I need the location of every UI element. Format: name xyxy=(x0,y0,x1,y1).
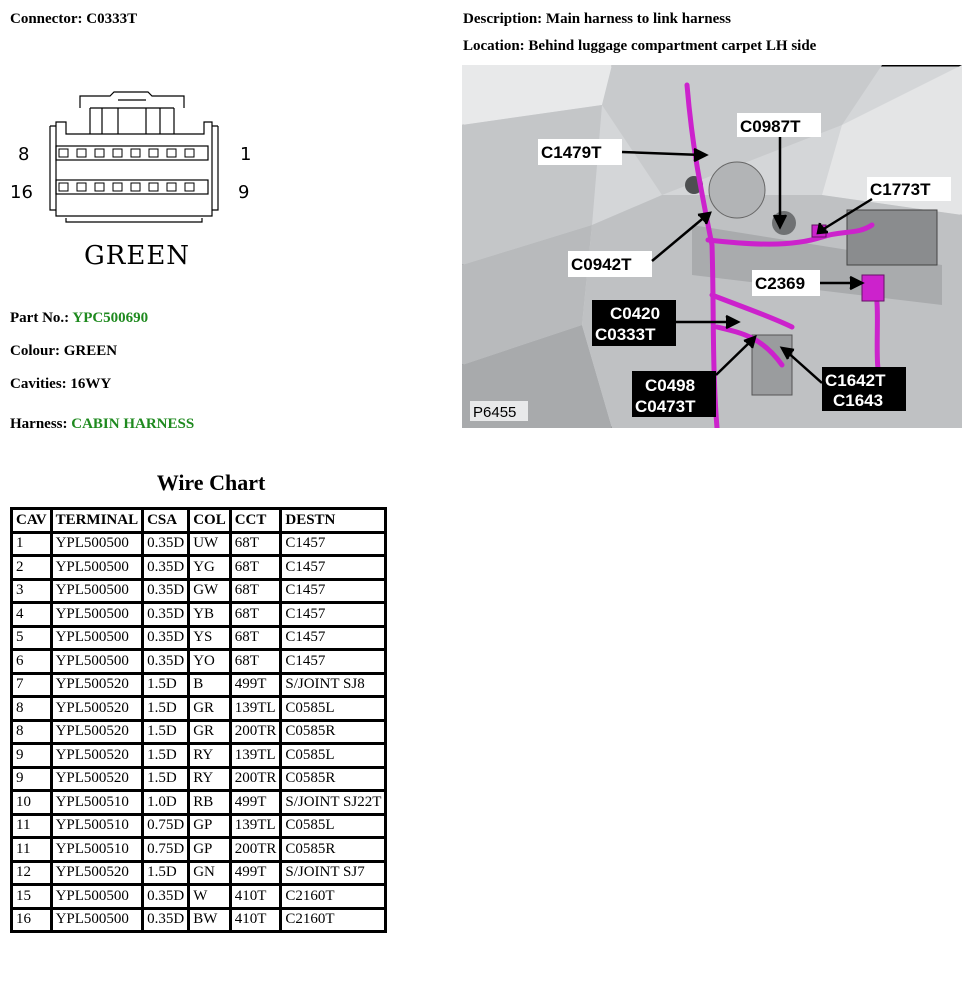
col-col: COL xyxy=(189,509,231,533)
cell-col: YG xyxy=(189,556,231,580)
description-value: Main harness to link harness xyxy=(545,11,731,27)
connector-label: Connector: xyxy=(10,11,83,27)
cavities-line xyxy=(10,376,111,393)
cell-col: RB xyxy=(189,791,231,815)
cell-col: GP xyxy=(189,814,231,838)
cell-destn[interactable]: C1457 xyxy=(281,603,386,627)
table-row xyxy=(12,767,386,791)
table-row xyxy=(12,861,386,885)
table-row xyxy=(12,556,386,580)
colour-label: Colour: xyxy=(10,343,60,359)
cell-cct: 200TR xyxy=(230,767,281,791)
cell-csa: 1.5D xyxy=(143,697,189,721)
cell-csa: 0.35D xyxy=(143,556,189,580)
table-row xyxy=(12,626,386,650)
cell-col: YB xyxy=(189,603,231,627)
wire-chart-title: Wire Chart xyxy=(156,470,266,495)
cell-csa: 1.5D xyxy=(143,720,189,744)
cell-terminal: YPL500500 xyxy=(51,579,143,603)
cell-col: GR xyxy=(189,697,231,721)
cell-terminal: YPL500510 xyxy=(51,791,143,815)
cell-cct: 499T xyxy=(230,861,281,885)
cell-col: GR xyxy=(189,720,231,744)
cell-col: RY xyxy=(189,744,231,768)
connector-id: C0333T xyxy=(86,11,138,27)
connector-face-diagram xyxy=(8,88,258,273)
cell-terminal: YPL500500 xyxy=(51,626,143,650)
cell-cct: 68T xyxy=(230,626,281,650)
cell-cav: 1 xyxy=(12,532,52,556)
cell-destn[interactable]: C1457 xyxy=(281,626,386,650)
cell-cct: 410T xyxy=(230,885,281,909)
col-cct: CCT xyxy=(230,509,281,533)
cell-col: GW xyxy=(189,579,231,603)
cell-terminal: YPL500520 xyxy=(51,697,143,721)
cell-cav: 9 xyxy=(12,767,52,791)
cell-terminal: YPL500520 xyxy=(51,720,143,744)
cell-cav: 11 xyxy=(12,814,52,838)
callout-c1773t: C1773T xyxy=(870,180,931,199)
cell-destn[interactable]: C0585L xyxy=(281,814,386,838)
cell-csa: 0.35D xyxy=(143,626,189,650)
harness-line xyxy=(10,416,194,433)
cell-cct: 499T xyxy=(230,673,281,697)
cell-col: RY xyxy=(189,767,231,791)
cell-cct: 68T xyxy=(230,650,281,674)
table-row xyxy=(12,744,386,768)
cell-destn[interactable]: C0585L xyxy=(281,744,386,768)
cell-cct: 68T xyxy=(230,532,281,556)
cell-terminal: YPL500520 xyxy=(51,861,143,885)
table-row xyxy=(12,908,386,932)
cell-csa: 0.35D xyxy=(143,908,189,932)
location-label: Location: xyxy=(463,38,525,54)
cell-cav: 15 xyxy=(12,885,52,909)
callout-c1642t: C1642T xyxy=(825,371,886,390)
cell-terminal: YPL500510 xyxy=(51,838,143,862)
diagram-colour-text: GREEN xyxy=(84,241,191,271)
description-line xyxy=(463,11,731,28)
callout-c0987t: C0987T xyxy=(740,117,801,136)
cell-col: GP xyxy=(189,838,231,862)
cell-destn[interactable]: C2160T xyxy=(281,908,386,932)
cell-cct: 139TL xyxy=(230,744,281,768)
cell-destn[interactable]: S/JOINT SJ7 xyxy=(281,861,386,885)
part-number-label: Part No.: xyxy=(10,310,70,326)
cell-cav: 4 xyxy=(12,603,52,627)
cell-cav: 3 xyxy=(12,579,52,603)
cell-cav: 7 xyxy=(12,673,52,697)
cell-csa: 1.5D xyxy=(143,673,189,697)
cell-terminal: YPL500500 xyxy=(51,556,143,580)
location-value: Behind luggage compartment carpet LH side xyxy=(528,38,817,54)
cell-terminal: YPL500500 xyxy=(51,603,143,627)
cell-cct: 200TR xyxy=(230,838,281,862)
pin-label-1: 1 xyxy=(240,144,252,165)
cell-cav: 12 xyxy=(12,861,52,885)
cell-destn[interactable]: C0585L xyxy=(281,697,386,721)
cell-col: W xyxy=(189,885,231,909)
cell-col: BW xyxy=(189,908,231,932)
cavities-label: Cavities: xyxy=(10,376,67,392)
colour-value: GREEN xyxy=(63,343,118,359)
cell-destn[interactable]: C0585R xyxy=(281,767,386,791)
cell-col: UW xyxy=(189,532,231,556)
col-terminal: TERMINAL xyxy=(51,509,143,533)
table-row xyxy=(12,885,386,909)
table-row xyxy=(12,720,386,744)
cell-destn[interactable]: S/JOINT SJ8 xyxy=(281,673,386,697)
pin-label-16: 16 xyxy=(10,182,33,203)
wire-chart-header-row xyxy=(12,509,386,533)
table-row xyxy=(12,579,386,603)
cell-col: GN xyxy=(189,861,231,885)
callout-c0333t: C0333T xyxy=(595,325,656,344)
cell-terminal: YPL500500 xyxy=(51,908,143,932)
table-row xyxy=(12,697,386,721)
table-row xyxy=(12,673,386,697)
cell-csa: 0.75D xyxy=(143,838,189,862)
cell-destn[interactable]: C1457 xyxy=(281,579,386,603)
col-csa: CSA xyxy=(143,509,189,533)
cell-cct: 68T xyxy=(230,556,281,580)
cell-col: YS xyxy=(189,626,231,650)
cell-col: YO xyxy=(189,650,231,674)
cell-terminal: YPL500510 xyxy=(51,814,143,838)
table-row xyxy=(12,532,386,556)
cell-csa: 1.5D xyxy=(143,767,189,791)
cell-cav: 11 xyxy=(12,838,52,862)
pin-label-9: 9 xyxy=(238,182,250,203)
cell-cav: 10 xyxy=(12,791,52,815)
cell-cct: 139TL xyxy=(230,814,281,838)
location-photo xyxy=(462,65,962,428)
table-row xyxy=(12,791,386,815)
callout-c0942t: C0942T xyxy=(571,255,632,274)
cell-csa: 0.35D xyxy=(143,650,189,674)
cell-terminal: YPL500520 xyxy=(51,744,143,768)
wire-chart-body xyxy=(12,532,386,932)
part-number-line xyxy=(10,310,148,327)
cell-destn[interactable]: C2160T xyxy=(281,885,386,909)
cell-destn[interactable]: C1457 xyxy=(281,650,386,674)
cell-csa: 0.35D xyxy=(143,532,189,556)
pin-label-8: 8 xyxy=(18,144,30,165)
col-destn: DESTN xyxy=(281,509,386,533)
cell-csa: 0.35D xyxy=(143,603,189,627)
description-label: Description: xyxy=(463,11,543,27)
cell-csa: 1.5D xyxy=(143,744,189,768)
harness-value[interactable]: CABIN HARNESS xyxy=(71,416,195,432)
part-number-value[interactable]: YPC500690 xyxy=(72,310,149,326)
cell-terminal: YPL500500 xyxy=(51,650,143,674)
cell-csa: 0.75D xyxy=(143,814,189,838)
cell-cav: 6 xyxy=(12,650,52,674)
callout-c1643: C1643 xyxy=(833,391,884,410)
callout-c0498: C0498 xyxy=(645,376,696,395)
cell-csa: 0.35D xyxy=(143,885,189,909)
cell-cct: 200TR xyxy=(230,720,281,744)
callout-c2369: C2369 xyxy=(755,274,806,293)
cell-terminal: YPL500500 xyxy=(51,885,143,909)
cavities-value: 16WY xyxy=(70,376,112,392)
cell-cav: 16 xyxy=(12,908,52,932)
cell-terminal: YPL500500 xyxy=(51,532,143,556)
table-row xyxy=(12,603,386,627)
cell-destn[interactable]: C1457 xyxy=(281,556,386,580)
cell-col: B xyxy=(189,673,231,697)
cell-cct: 68T xyxy=(230,579,281,603)
callout-c1479t: C1479T xyxy=(541,143,602,162)
cell-cav: 9 xyxy=(12,744,52,768)
table-row xyxy=(12,838,386,862)
harness-label: Harness: xyxy=(10,416,68,432)
cell-csa: 0.35D xyxy=(143,579,189,603)
cell-cav: 5 xyxy=(12,626,52,650)
callout-c0473t: C0473T xyxy=(635,397,696,416)
cell-destn[interactable]: C0585R xyxy=(281,838,386,862)
cell-cav: 2 xyxy=(12,556,52,580)
col-cav: CAV xyxy=(12,509,52,533)
cell-destn[interactable]: S/JOINT SJ22T xyxy=(281,791,386,815)
wire-chart-table xyxy=(10,507,387,933)
table-row xyxy=(12,814,386,838)
photo-reference: P6455 xyxy=(473,404,517,421)
cell-destn[interactable]: C1457 xyxy=(281,532,386,556)
table-row xyxy=(12,650,386,674)
cell-destn[interactable]: C0585R xyxy=(281,720,386,744)
location-line xyxy=(463,38,816,55)
colour-line xyxy=(10,343,117,360)
cell-cct: 499T xyxy=(230,791,281,815)
cell-csa: 1.0D xyxy=(143,791,189,815)
cell-cct: 139TL xyxy=(230,697,281,721)
cell-cct: 410T xyxy=(230,908,281,932)
cell-cav: 8 xyxy=(12,697,52,721)
cell-terminal: YPL500520 xyxy=(51,767,143,791)
cell-cct: 68T xyxy=(230,603,281,627)
cell-cav: 8 xyxy=(12,720,52,744)
cell-terminal: YPL500520 xyxy=(51,673,143,697)
cell-csa: 1.5D xyxy=(143,861,189,885)
connector-line xyxy=(10,11,137,28)
callout-c0420: C0420 xyxy=(610,304,661,323)
